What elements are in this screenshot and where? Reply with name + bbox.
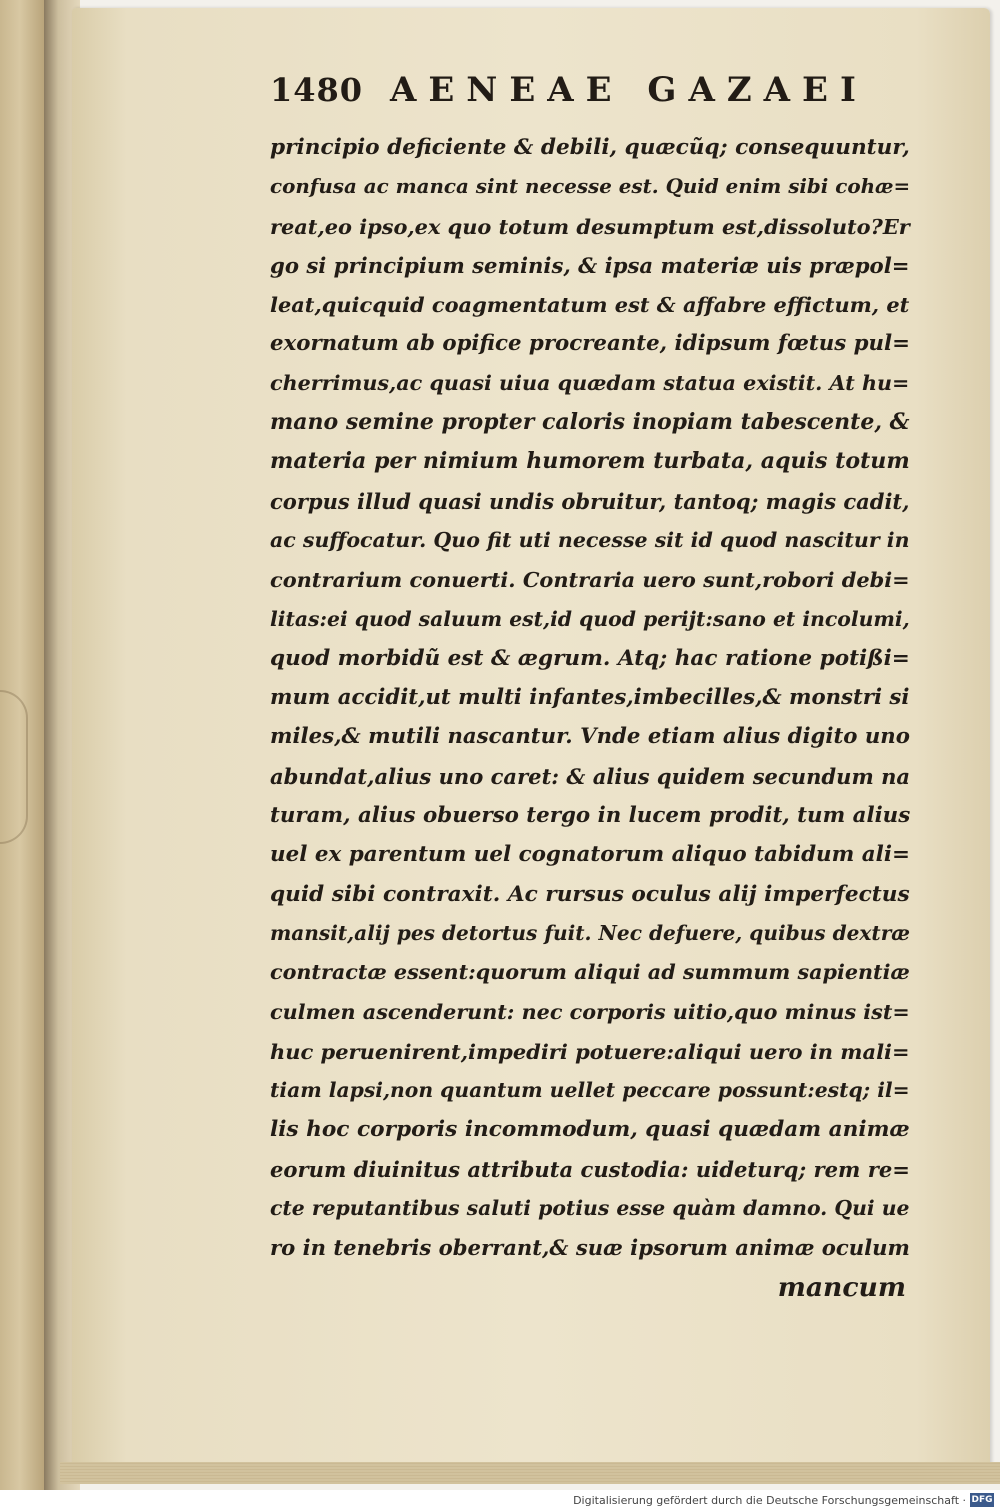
text-line: go si principium seminis, & ipsa materiæ uis præpol= — [270, 252, 910, 278]
text-line: cherrimus,ac quasi uiua quædam statua existit. At hu= — [270, 370, 910, 395]
running-head — [270, 70, 920, 128]
running-head-title: AENEAE GAZAEI — [390, 70, 868, 110]
dfg-logo: DFG — [971, 1495, 993, 1505]
text-line: principio deficiente & debili, quæcũq; consequuntur, — [270, 135, 910, 160]
text-line: eorum diuinitus attributa custodia: uideturq; rem re= — [270, 1156, 910, 1182]
text-line: quod morbidũ est & ægrum. Atq; hac ratione potißi= — [270, 645, 910, 671]
text-line: miles,& mutili nascantur. Vnde etiam alius digito uno — [270, 724, 910, 750]
text-line: litas:ei quod saluum est,id quod perijt:sano et incolumi, — [270, 606, 910, 631]
text-line: mansit,alij pes detortus fuit. Nec defuere, quibus dextræ — [270, 920, 911, 945]
text-line: leat,quicquid coagmentatum est & affabre effictum, et — [270, 292, 910, 318]
text-line: contrarium conuerti. Contraria uero sunt,robori debi= — [270, 567, 910, 593]
text-line: corpus illud quasi undis obruitur, tantoq; magis cadit, — [270, 488, 910, 514]
text-line: huc peruenirent,impediri potuere:aliqui uero in mali= — [270, 1038, 910, 1064]
text-line: tiam lapsi,non quantum uellet peccare possunt:estq; il= — [270, 1078, 910, 1103]
text-block — [270, 70, 920, 1308]
text-line: mum accidit,ut multi infantes,imbecilles,& monstri si — [270, 685, 910, 711]
text-line: exornatum ab opifice procreante, idipsum fœtus pul= — [270, 331, 910, 357]
text-line: ro in tenebris oberrant,& suæ ipsorum animæ oculum — [270, 1235, 910, 1261]
page-stack-edge — [60, 1462, 1000, 1484]
text-line: culmen ascenderunt: nec corporis uitio,quo minus ist= — [270, 999, 910, 1024]
text-line: uel ex parentum uel cognatorum aliquo tabidum ali= — [270, 842, 910, 868]
facing-page-edge — [0, 0, 44, 1511]
catchword: mancum — [777, 1271, 906, 1303]
text-line: turam, alius obuerso tergo in lucem prodit, tum alius — [270, 803, 911, 829]
text-line: abundat,alius uno caret: & alius quidem secundum na — [270, 763, 911, 789]
text-line: reat,eo ipso,ex quo totum desumptum est,dissoluto?Er — [270, 213, 910, 239]
text-line: confusa ac manca sint necesse est. Quid enim sibi cohæ= — [270, 174, 911, 199]
text-line: quid sibi contraxit. Ac rursus oculus alij imperfectus — [270, 881, 910, 907]
digitization-credit: Digitalisierung gefördert durch die Deutsche Forschungsgemeinschaft · — [573, 1494, 966, 1507]
text-line: ac suffocatur. Quo fit uti necesse sit id quod nascitur in — [270, 527, 910, 552]
body-text — [270, 128, 920, 1308]
text-line: mano semine propter caloris inopiam tabescente, & — [270, 409, 910, 436]
text-line: materia per nimium humorem turbata, aquis totum — [270, 448, 910, 475]
text-line: contractæ essent:quorum aliqui ad summum sapientiæ — [270, 960, 910, 985]
text-line: cte reputantibus saluti potius esse quàm damno. Qui ue — [270, 1196, 910, 1221]
page-number: 1480 — [270, 71, 364, 109]
text-line: lis hoc corporis incommodum, quasi quædam animæ — [270, 1117, 910, 1143]
